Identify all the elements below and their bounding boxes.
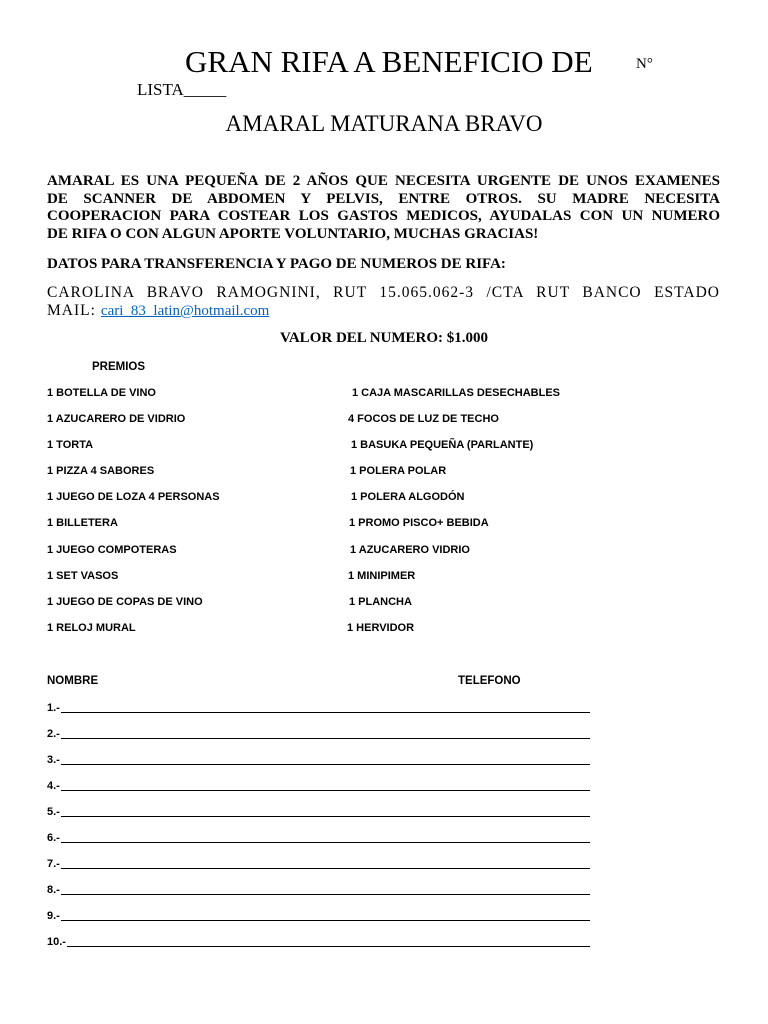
prize-item: 1 JUEGO COMPOTERAS	[47, 543, 177, 556]
prize-item: 1 BILLETERA	[47, 517, 118, 530]
prize-row	[47, 406, 647, 432]
row-number: 9.-	[47, 910, 60, 922]
prize-item: 1 PROMO PISCO+ BEBIDA	[349, 517, 489, 530]
beneficiary-name: AMARAL MATURANA BRAVO	[225, 111, 543, 136]
appeal-line: DE SCANNER DE ABDOMEN Y PELVIS, ENTRE OTROS. SU MADRE NECESITA	[47, 190, 720, 207]
prize-row	[47, 615, 647, 641]
row-number: 4.-	[47, 780, 60, 792]
signup-row	[47, 851, 590, 877]
signup-row	[47, 877, 590, 903]
prize-item: 1 TORTA	[47, 439, 94, 452]
raffle-title: GRAN RIFA A BENEFICIO DE	[185, 44, 593, 79]
row-number: 10.-	[47, 936, 66, 948]
blank-line	[61, 738, 590, 739]
blank-line	[61, 920, 590, 921]
mail-line	[47, 302, 720, 320]
row-number: 8.-	[47, 884, 60, 896]
prize-row	[47, 432, 647, 458]
row-number: 5.-	[47, 806, 60, 818]
prizes-heading: PREMIOS	[92, 361, 146, 373]
prize-item: 1 HERVIDOR	[347, 621, 415, 634]
prize-item: 1 POLERA ALGODÓN	[351, 491, 465, 504]
prize-row	[47, 380, 647, 406]
row-number: 2.-	[47, 728, 60, 740]
prize-item: 1 AZUCARERO VIDRIO	[350, 543, 470, 556]
prize-row	[47, 510, 647, 536]
signup-row	[47, 903, 590, 929]
prize-item: 4 FOCOS DE LUZ DE TECHO	[348, 413, 499, 426]
prize-item: 1 RELOJ MURAL	[47, 621, 136, 634]
prize-row	[47, 458, 647, 484]
prize-item: 1 JUEGO DE COPAS DE VINO	[47, 595, 203, 608]
blank-line	[61, 868, 590, 869]
ticket-number-label: N°	[636, 56, 653, 72]
blank-line	[61, 712, 590, 713]
blank-line	[61, 894, 590, 895]
blank-line	[61, 764, 590, 765]
blank-line	[61, 816, 590, 817]
prize-item: 1 POLERA POLAR	[350, 465, 447, 478]
ticket-price: VALOR DEL NUMERO: $1.000	[279, 330, 489, 346]
prize-item: 1 CAJA MASCARILLAS DESECHABLES	[352, 387, 561, 399]
payment-heading: DATOS PARA TRANSFERENCIA Y PAGO DE NUMEROS DE RIFA:	[47, 256, 506, 272]
signup-list	[47, 695, 590, 955]
row-number: 7.-	[47, 858, 60, 870]
appeal-line: DE RIFA O CON ALGUN APORTE VOLUNTARIO, MUCHAS GRACIAS!	[47, 226, 539, 243]
name-column-header: NOMBRE	[47, 675, 99, 687]
blank-line	[67, 946, 590, 947]
signup-row	[47, 695, 590, 721]
account-line: CAROLINA BRAVO RAMOGNINI, RUT 15.065.062-3 /CTA RUT BANCO ESTADO	[47, 284, 720, 301]
phone-column-header: TELEFONO	[458, 675, 521, 687]
list-label: LISTA_____	[137, 80, 227, 99]
prize-row	[47, 484, 647, 510]
prize-item: 1 PIZZA 4 SABORES	[47, 465, 155, 478]
signup-row	[47, 747, 590, 773]
prize-list	[47, 380, 647, 641]
prize-item: 1 MINIPIMER	[348, 569, 416, 582]
email-link[interactable]: cari_83_latin@hotmail.com	[100, 303, 270, 319]
prize-item: 1 JUEGO DE LOZA 4 PERSONAS	[47, 491, 220, 504]
row-number: 1.-	[47, 702, 60, 714]
signup-row	[47, 773, 590, 799]
signup-row	[47, 721, 590, 747]
prize-item: 1 PLANCHA	[349, 595, 412, 608]
row-number: 3.-	[47, 754, 60, 766]
prize-row	[47, 589, 647, 615]
blank-line	[61, 842, 590, 843]
prize-item: 1 BASUKA PEQUEÑA (PARLANTE)	[351, 439, 534, 452]
signup-row	[47, 799, 590, 825]
prize-item: 1 BOTELLA DE VINO	[47, 387, 156, 399]
prize-item: 1 SET VASOS	[47, 569, 119, 582]
signup-row	[47, 929, 590, 955]
prize-row	[47, 537, 647, 563]
mail-label: MAIL:	[47, 302, 96, 319]
row-number: 6.-	[47, 832, 60, 844]
appeal-paragraph	[47, 173, 720, 244]
signup-row	[47, 825, 590, 851]
appeal-line: AMARAL ES UNA PEQUEÑA DE 2 AÑOS QUE NECESITA URGENTE DE UNOS EXAMENES	[47, 173, 720, 189]
prize-row	[47, 563, 647, 589]
prize-item: 1 AZUCARERO DE VIDRIO	[47, 413, 186, 426]
blank-line	[61, 790, 590, 791]
appeal-line: COOPERACION PARA COSTEAR LOS GASTOS MEDICOS, AYUDALAS CON UN NUMERO	[47, 208, 720, 225]
payment-details	[47, 284, 720, 320]
